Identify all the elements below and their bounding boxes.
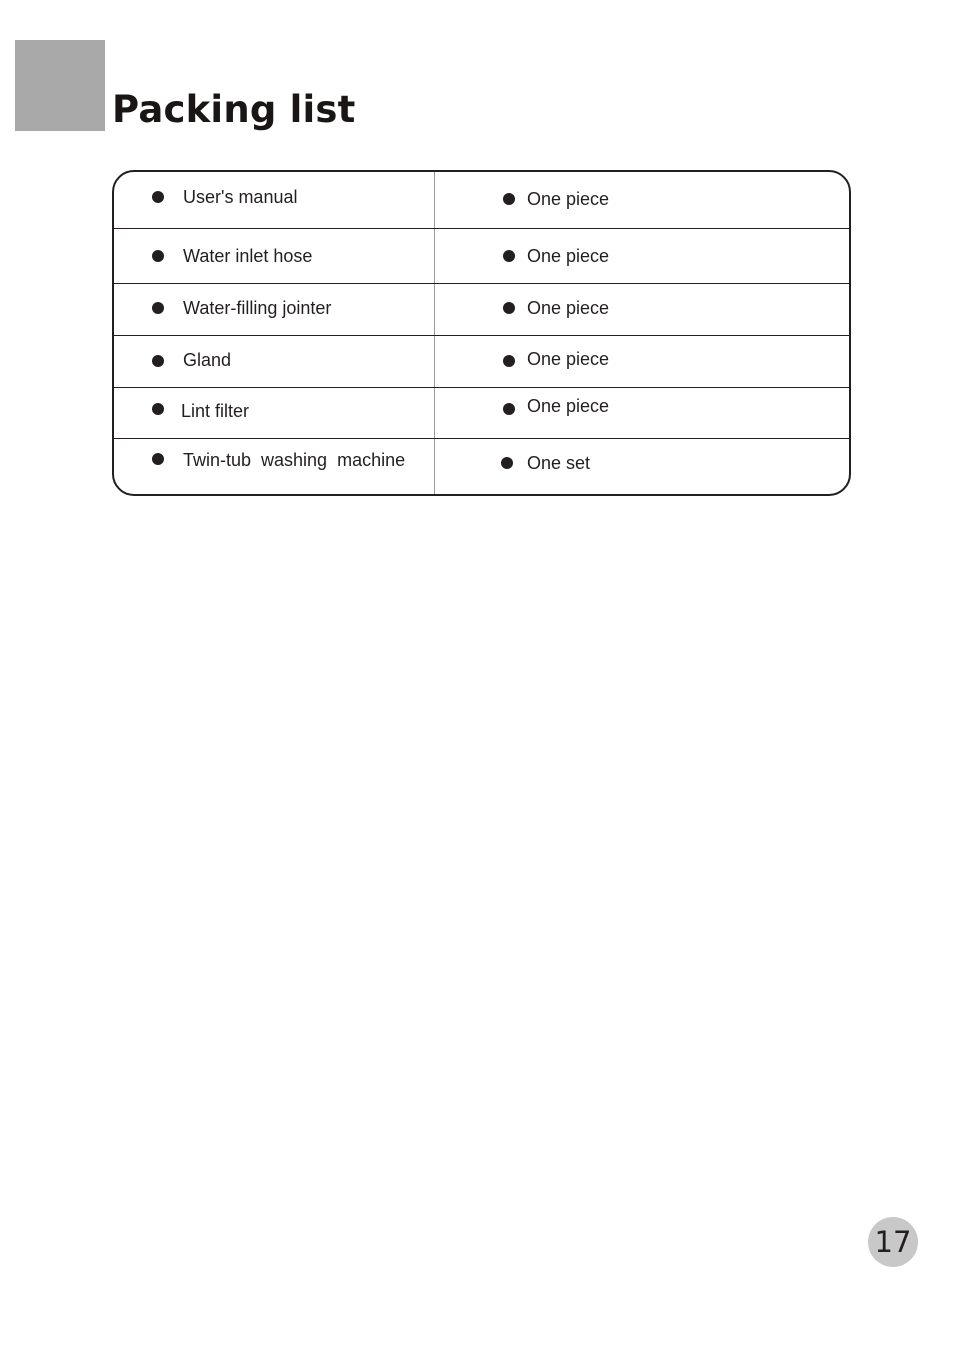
table-row	[114, 172, 849, 229]
item-quantity: One piece	[527, 396, 610, 416]
header-gray-block	[15, 40, 105, 131]
bullet-icon	[501, 457, 513, 469]
table-row	[114, 388, 849, 439]
item-quantity: One set	[527, 453, 591, 473]
item-name: Water-filling jointer	[183, 298, 332, 318]
bullet-icon	[152, 403, 164, 415]
item-quantity: One piece	[527, 189, 610, 209]
table-row	[114, 229, 849, 284]
item-name: Water inlet hose	[183, 246, 313, 266]
table-row	[114, 284, 849, 336]
bullet-icon	[503, 250, 515, 262]
item-quantity: One piece	[527, 349, 610, 369]
bullet-icon	[503, 355, 515, 367]
bullet-icon	[152, 191, 164, 203]
table-row	[114, 439, 849, 496]
bullet-icon	[503, 403, 515, 415]
page-title: Packing list	[112, 88, 356, 131]
bullet-icon	[152, 250, 164, 262]
table-row	[114, 336, 849, 388]
page-number-badge: 17	[868, 1217, 918, 1267]
item-name: Gland	[183, 350, 232, 370]
packing-list-table	[112, 170, 851, 496]
bullet-icon	[503, 193, 515, 205]
bullet-icon	[152, 355, 164, 367]
item-quantity: One piece	[527, 298, 610, 318]
item-name: Lint filter	[181, 401, 250, 421]
bullet-icon	[503, 302, 515, 314]
bullet-icon	[152, 302, 164, 314]
item-quantity: One piece	[527, 246, 610, 266]
item-name: User's manual	[183, 187, 298, 207]
bullet-icon	[152, 453, 164, 465]
item-name: Twin-tub washing machine	[183, 450, 406, 470]
